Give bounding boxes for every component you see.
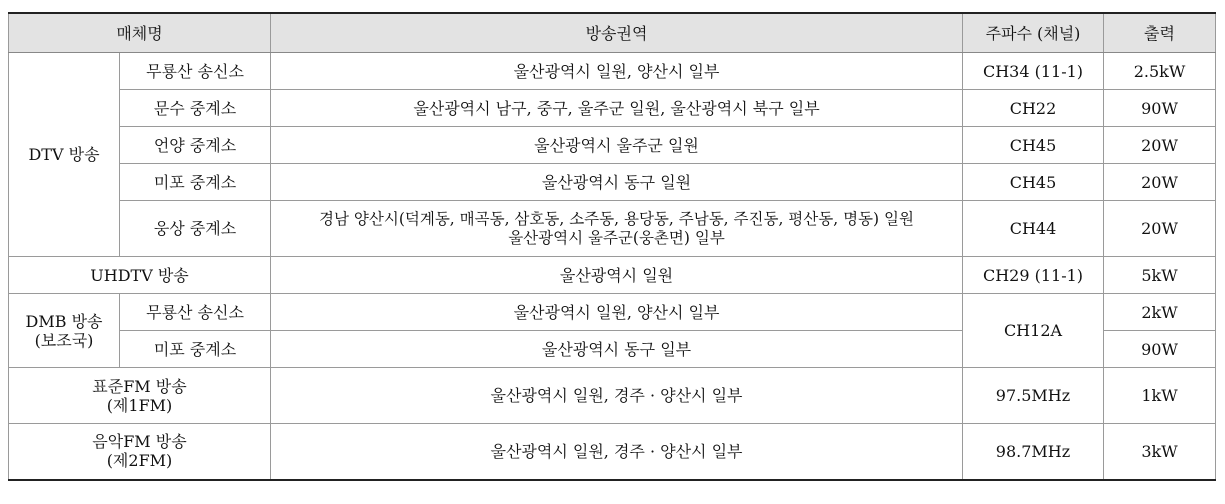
area-cell: 울산광역시 남구, 중구, 울주군 일원, 울산광역시 북구 일부 [271, 90, 963, 127]
group-label-line: (제2FM) [106, 451, 173, 471]
group-label-line: DMB 방송 [25, 311, 103, 331]
broadcast-coverage-table [8, 12, 1216, 481]
area-line: 울산광역시 울주군(웅촌면) 일부 [508, 228, 725, 247]
group-label-line: 표준FM 방송 [92, 376, 187, 396]
table-row [9, 424, 1216, 480]
group-dtv: DTV 방송 [9, 53, 120, 257]
header-power: 출력 [1104, 13, 1216, 53]
header-media: 매체명 [9, 13, 271, 53]
frequency-cell: 97.5MHz [963, 368, 1104, 424]
station-cell: 문수 중계소 [120, 90, 271, 127]
area-cell: 울산광역시 일원, 양산시 일부 [271, 53, 963, 90]
frequency-cell: CH45 [963, 164, 1104, 201]
power-cell: 1kW [1104, 368, 1216, 424]
header-row [9, 13, 1216, 53]
frequency-cell: 98.7MHz [963, 424, 1104, 480]
frequency-cell: CH29 (11-1) [963, 257, 1104, 294]
station-cell: 무룡산 송신소 [120, 294, 271, 331]
area-line: 경남 양산시(덕계동, 매곡동, 삼호동, 소주동, 용당동, 주남동, 주진동, 평산동, 명동) 일원 [319, 209, 914, 228]
power-cell: 3kW [1104, 424, 1216, 480]
station-cell: 무룡산 송신소 [120, 53, 271, 90]
table-row [9, 294, 1216, 331]
station-cell: 웅상 중계소 [120, 201, 271, 257]
frequency-cell: CH34 (11-1) [963, 53, 1104, 90]
area-cell: 울산광역시 일원, 경주 · 양산시 일부 [271, 424, 963, 480]
group-label-line: (보조국) [34, 330, 94, 350]
power-cell: 20W [1104, 201, 1216, 257]
table-row [9, 53, 1216, 90]
power-cell: 90W [1104, 90, 1216, 127]
power-cell: 5kW [1104, 257, 1216, 294]
table-row [9, 127, 1216, 164]
power-cell: 2kW [1104, 294, 1216, 331]
broadcast-coverage-table-wrapper [8, 12, 1215, 481]
header-area: 방송권역 [271, 13, 963, 53]
group-uhdtv: UHDTV 방송 [9, 257, 271, 294]
frequency-cell: CH12A [963, 294, 1104, 368]
station-cell: 미포 중계소 [120, 331, 271, 368]
table-row [9, 257, 1216, 294]
power-cell: 20W [1104, 127, 1216, 164]
group-label-line: (제1FM) [106, 395, 173, 415]
group-fm2 [9, 424, 271, 480]
header-frequency: 주파수 (채널) [963, 13, 1104, 53]
power-cell: 2.5kW [1104, 53, 1216, 90]
area-cell: 울산광역시 동구 일부 [271, 331, 963, 368]
frequency-cell: CH45 [963, 127, 1104, 164]
area-cell [271, 201, 963, 257]
frequency-cell: CH22 [963, 90, 1104, 127]
table-row [9, 90, 1216, 127]
table-row [9, 164, 1216, 201]
frequency-cell: CH44 [963, 201, 1104, 257]
area-cell: 울산광역시 동구 일원 [271, 164, 963, 201]
group-dmb [9, 294, 120, 368]
station-cell: 미포 중계소 [120, 164, 271, 201]
area-cell: 울산광역시 일원, 경주 · 양산시 일부 [271, 368, 963, 424]
group-label-line: 음악FM 방송 [92, 432, 187, 452]
area-cell: 울산광역시 일원 [271, 257, 963, 294]
table-row [9, 368, 1216, 424]
power-cell: 90W [1104, 331, 1216, 368]
table-row [9, 201, 1216, 257]
station-cell: 언양 중계소 [120, 127, 271, 164]
area-cell: 울산광역시 일원, 양산시 일부 [271, 294, 963, 331]
group-fm1 [9, 368, 271, 424]
power-cell: 20W [1104, 164, 1216, 201]
area-cell: 울산광역시 울주군 일원 [271, 127, 963, 164]
